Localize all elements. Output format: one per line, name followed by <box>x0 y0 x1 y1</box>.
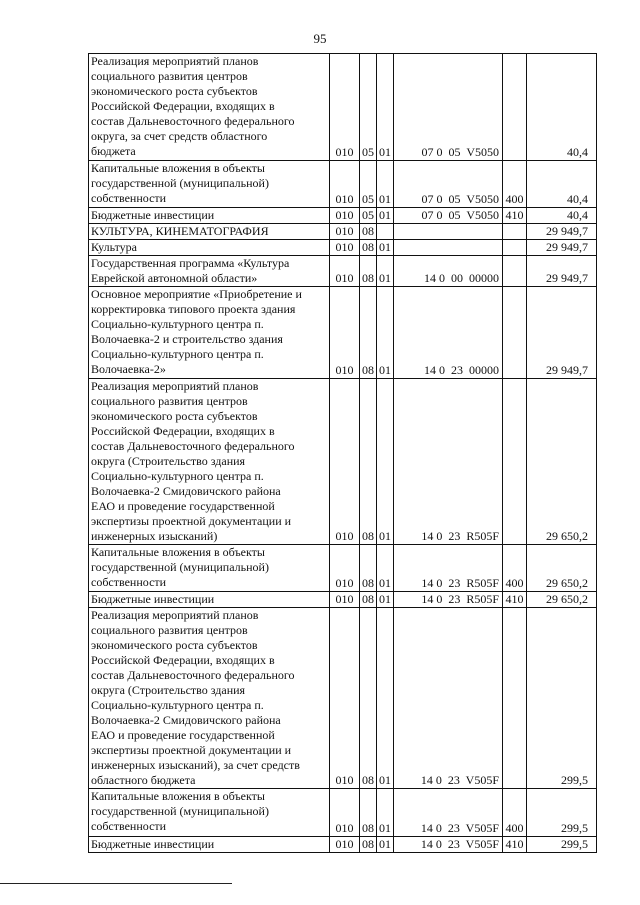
ministry-code: 010 <box>330 379 360 545</box>
row-name: Бюджетные инвестиции <box>89 837 330 853</box>
row-name: Капитальные вложения в объекты государственной (муниципальной) собственности <box>89 161 330 208</box>
table-row <box>89 837 597 853</box>
subsection-code: 01 <box>377 256 394 287</box>
table-row <box>89 224 597 240</box>
table-row <box>89 379 597 545</box>
page-number: 95 <box>313 31 327 46</box>
subsection-code: 01 <box>377 592 394 608</box>
amount: 40,4 <box>527 54 597 161</box>
table-row <box>89 256 597 287</box>
ministry-code: 010 <box>330 608 360 789</box>
row-name: Бюджетные инвестиции <box>89 208 330 224</box>
amount: 299,5 <box>527 608 597 789</box>
ministry-code: 010 <box>330 287 360 379</box>
amount: 29 949,7 <box>527 240 597 256</box>
subsection-code: 01 <box>377 608 394 789</box>
subsection-code: 01 <box>377 54 394 161</box>
section-code: 08 <box>360 287 377 379</box>
target-article-code <box>394 240 503 256</box>
ministry-code: 010 <box>330 256 360 287</box>
amount: 40,4 <box>527 208 597 224</box>
ministry-code: 010 <box>330 161 360 208</box>
section-code: 05 <box>360 54 377 161</box>
row-name: Капитальные вложения в объекты государственной (муниципальной) собственности <box>89 545 330 592</box>
amount: 29 949,7 <box>527 287 597 379</box>
expense-type-code: 410 <box>503 837 527 853</box>
expense-type-code: 410 <box>503 208 527 224</box>
bottom-rule <box>0 883 232 884</box>
table-row <box>89 208 597 224</box>
expense-type-code: 400 <box>503 161 527 208</box>
section-code: 05 <box>360 161 377 208</box>
expense-type-code <box>503 379 527 545</box>
table-row <box>89 592 597 608</box>
amount: 29 949,7 <box>527 224 597 240</box>
target-article-code: 07 0 05 V5050 <box>394 54 503 161</box>
row-name: Культура <box>89 240 330 256</box>
row-name: Реализация мероприятий планов социального развития центров экономического роста субъектов Российской Федерации, входящих в состав Дальневосточного федерального округа (Строительство здания Социально-культурного центра п. Волочаевка-2 Смидовичского района ЕАО и проведение государственной экспертизы проектной документации и инженерных изысканий), за счет средств областного бюджета <box>89 608 330 789</box>
target-article-code: 14 0 23 V505F <box>394 837 503 853</box>
table-row <box>89 240 597 256</box>
amount: 29 650,2 <box>527 545 597 592</box>
ministry-code: 010 <box>330 592 360 608</box>
table-row <box>89 608 597 789</box>
amount: 299,5 <box>527 789 597 837</box>
subsection-code: 01 <box>377 287 394 379</box>
table-row <box>89 287 597 379</box>
table-row <box>89 54 597 161</box>
section-code: 08 <box>360 545 377 592</box>
amount: 40,4 <box>527 161 597 208</box>
row-name: Бюджетные инвестиции <box>89 592 330 608</box>
table-row <box>89 161 597 208</box>
section-code: 05 <box>360 208 377 224</box>
ministry-code: 010 <box>330 208 360 224</box>
subsection-code <box>377 224 394 240</box>
subsection-code: 01 <box>377 789 394 837</box>
section-code: 08 <box>360 240 377 256</box>
subsection-code: 01 <box>377 240 394 256</box>
amount: 29 650,2 <box>527 592 597 608</box>
ministry-code: 010 <box>330 837 360 853</box>
target-article-code: 14 0 23 V505F <box>394 608 503 789</box>
target-article-code: 14 0 23 R505F <box>394 545 503 592</box>
section-code: 08 <box>360 592 377 608</box>
target-article-code: 14 0 23 R505F <box>394 379 503 545</box>
table-row <box>89 789 597 837</box>
amount: 299,5 <box>527 837 597 853</box>
ministry-code: 010 <box>330 224 360 240</box>
section-code: 08 <box>360 379 377 545</box>
table-row <box>89 545 597 592</box>
expense-type-code <box>503 287 527 379</box>
section-code: 08 <box>360 224 377 240</box>
amount: 29 650,2 <box>527 379 597 545</box>
expense-type-code <box>503 224 527 240</box>
expense-type-code <box>503 608 527 789</box>
target-article-code: 14 0 23 R505F <box>394 592 503 608</box>
row-name: Реализация мероприятий планов социального развития центров экономического роста субъектов Российской Федерации, входящих в состав Дальневосточного федерального округа (Строительство здания Социально-культурного центра п. Волочаевка-2 Смидовичского района ЕАО и проведение государственной экспертизы проектной документации и инженерных изысканий) <box>89 379 330 545</box>
expense-type-code: 400 <box>503 545 527 592</box>
target-article-code: 14 0 23 00000 <box>394 287 503 379</box>
row-name: Основное мероприятие «Приобретение и корректировка типового проекта здания Социально-культурного центра п. Волочаевка-2 и строительство здания Социально-культурного центра п. Волочаевка-2» <box>89 287 330 379</box>
expense-type-code <box>503 256 527 287</box>
subsection-code: 01 <box>377 545 394 592</box>
amount: 29 949,7 <box>527 256 597 287</box>
section-code: 08 <box>360 789 377 837</box>
subsection-code: 01 <box>377 379 394 545</box>
ministry-code: 010 <box>330 54 360 161</box>
target-article-code <box>394 224 503 240</box>
section-code: 08 <box>360 256 377 287</box>
target-article-code: 14 0 00 00000 <box>394 256 503 287</box>
subsection-code: 01 <box>377 208 394 224</box>
subsection-code: 01 <box>377 837 394 853</box>
expense-type-code <box>503 54 527 161</box>
section-code: 08 <box>360 837 377 853</box>
row-name: Государственная программа «Культура Еврейской автономной области» <box>89 256 330 287</box>
row-name: Реализация мероприятий планов социального развития центров экономического роста субъектов Российской Федерации, входящих в состав Дальневосточного федерального округа, за счет средств областного бюджета <box>89 54 330 161</box>
target-article-code: 14 0 23 V505F <box>394 789 503 837</box>
expense-type-code: 410 <box>503 592 527 608</box>
target-article-code: 07 0 05 V5050 <box>394 161 503 208</box>
expense-type-code <box>503 240 527 256</box>
expense-type-code: 400 <box>503 789 527 837</box>
target-article-code: 07 0 05 V5050 <box>394 208 503 224</box>
ministry-code: 010 <box>330 789 360 837</box>
section-code: 08 <box>360 608 377 789</box>
ministry-code: 010 <box>330 545 360 592</box>
ministry-code: 010 <box>330 240 360 256</box>
row-name: КУЛЬТУРА, КИНЕМАТОГРАФИЯ <box>89 224 330 240</box>
subsection-code: 01 <box>377 161 394 208</box>
row-name: Капитальные вложения в объекты государственной (муниципальной) собственности <box>89 789 330 837</box>
budget-table <box>88 53 597 853</box>
